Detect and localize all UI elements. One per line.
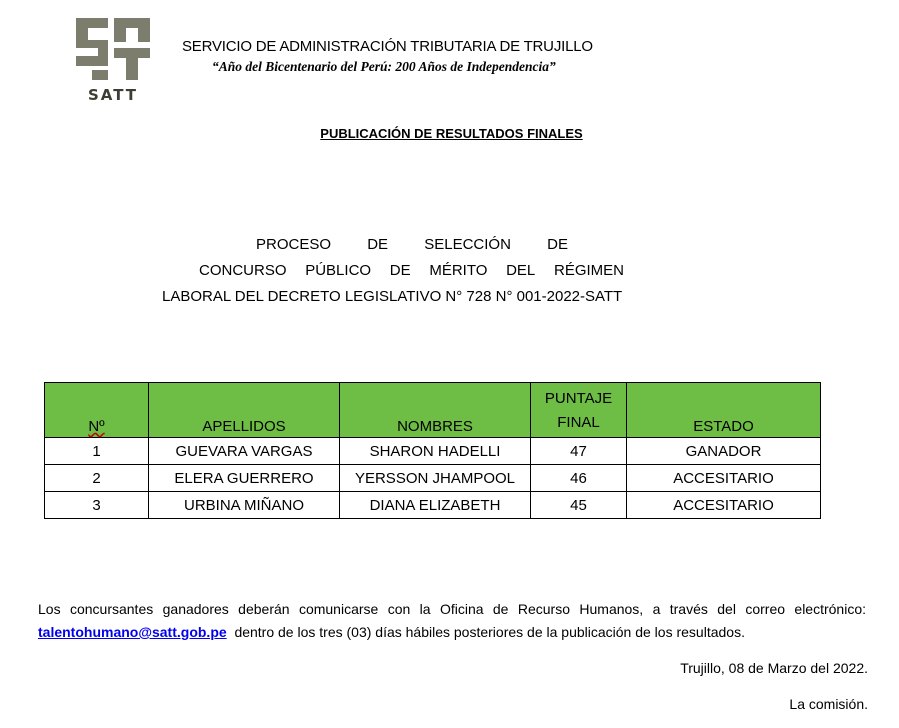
table-header-row — [45, 383, 821, 438]
header-estado: ESTADO — [627, 383, 821, 438]
satt-logo — [72, 16, 154, 104]
process-title-line-2 — [162, 258, 660, 284]
results-table — [44, 382, 821, 519]
cell-estado: ACCESITARIO — [627, 492, 821, 519]
process-line-3-text: LABORAL DEL DECRETO LEGISLATIVO N° 728 N° 001-2022-SATT — [162, 288, 623, 305]
publication-title — [0, 126, 899, 141]
cell-nombres: YERSSON JHAMPOOL — [340, 465, 531, 492]
cell-estado: GANADOR — [627, 438, 821, 465]
cell-apellidos: GUEVARA VARGAS — [149, 438, 340, 465]
email-link[interactable]: talentohumano@satt.gob.pe — [38, 624, 227, 640]
year-motto: “Año del Bicentenario del Perú: 200 Años de Independencia” — [212, 59, 556, 74]
cell-apellidos: ELERA GUERRERO — [149, 465, 340, 492]
cell-puntaje: 45 — [531, 492, 627, 519]
contact-note-line-1: Los concursantes ganadores deberán comunicarse con la Oficina de Recurso Humanos, a través del correo electrónico: — [38, 601, 866, 617]
process-word: SELECCIÓN — [424, 236, 511, 253]
process-word: DE — [547, 236, 568, 253]
header-apellidos: APELLIDOS — [149, 383, 340, 438]
cell-nombres: SHARON HADELLI — [340, 438, 531, 465]
document-date: Trujillo, 08 de Marzo del 2022. — [680, 660, 868, 676]
header-puntaje-final — [531, 383, 627, 438]
cell-puntaje: 46 — [531, 465, 627, 492]
contact-note — [38, 598, 866, 644]
signature: La comisión. — [789, 696, 868, 712]
process-word: DE — [367, 236, 389, 253]
process-word: PROCESO — [256, 236, 332, 253]
cell-puntaje: 47 — [531, 438, 627, 465]
contact-note-line-2 — [38, 621, 866, 644]
contact-note-line-2-text: dentro de los tres (03) días hábiles posteriores de la publicación de los resultados. — [234, 624, 745, 640]
header-puntaje-line-1: PUNTAJE — [544, 390, 613, 407]
table-row — [45, 465, 821, 492]
cell-nro: 1 — [45, 438, 149, 465]
table-row — [45, 438, 821, 465]
cell-nro: 2 — [45, 465, 149, 492]
cell-estado: ACCESITARIO — [627, 465, 821, 492]
process-title-line-3 — [162, 284, 660, 310]
header-puntaje-line-2: FINAL — [557, 414, 600, 431]
cell-nro: 3 — [45, 492, 149, 519]
process-word: DEL — [506, 262, 536, 279]
satt-logo-icon — [72, 16, 154, 82]
process-word: MÉRITO — [429, 262, 488, 279]
satt-logo-text: SATT — [87, 86, 139, 104]
header-nro-text: Nº — [88, 418, 105, 435]
cell-nombres: DIANA ELIZABETH — [340, 492, 531, 519]
header-nro — [45, 383, 149, 438]
cell-apellidos: URBINA MIÑANO — [149, 492, 340, 519]
process-word: PÚBLICO — [305, 262, 372, 279]
process-word: CONCURSO — [199, 262, 287, 279]
organization-name: SERVICIO DE ADMINISTRACIÓN TRIBUTARIA DE TRUJILLO — [182, 38, 593, 55]
process-word: RÉGIMEN — [553, 262, 624, 279]
table-row — [45, 492, 821, 519]
header-nombres: NOMBRES — [340, 383, 531, 438]
publication-title-text: PUBLICACIÓN DE RESULTADOS FINALES — [320, 126, 583, 141]
process-title — [162, 232, 660, 310]
process-title-line-1 — [162, 232, 660, 258]
process-word: DE — [389, 262, 411, 279]
